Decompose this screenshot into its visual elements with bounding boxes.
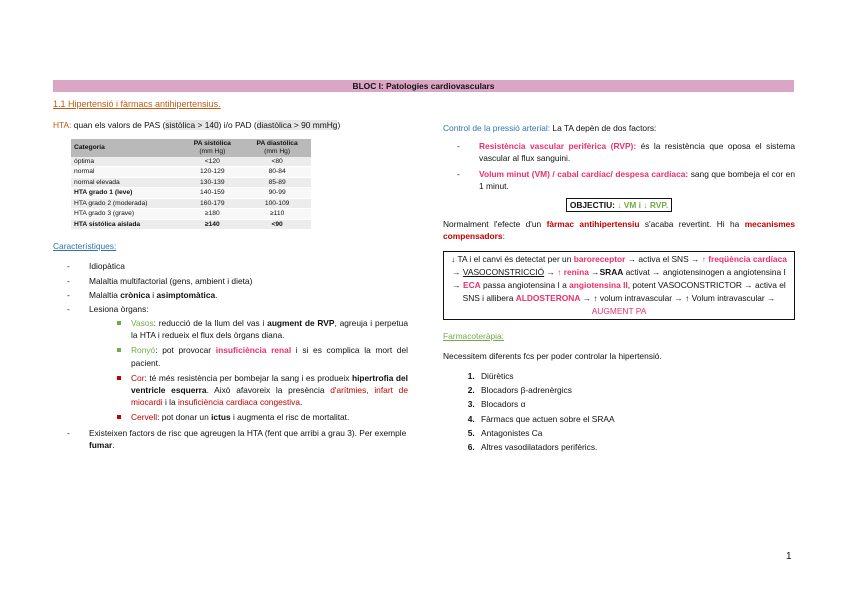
mech-highlight: baroreceptor	[573, 253, 626, 264]
left-column	[53, 98, 408, 453]
mech-text: →	[588, 266, 600, 277]
organ-key: Cervell	[131, 412, 158, 423]
normal-text: Normalment l'efecte d'un	[443, 219, 547, 230]
characteristics-list	[53, 260, 408, 451]
header-category: Categoría	[71, 139, 181, 156]
mech-bold: SRAA	[599, 266, 624, 277]
hta-diastolic: diastòlica > 90 mmHg	[256, 120, 338, 131]
pharmacotherapy-title: Farmacoteràpia:	[443, 330, 504, 341]
normal-text: s'acaba revertint. Hi ha	[639, 219, 745, 230]
normal-key: mecanismes compensadors	[443, 219, 796, 242]
factor-text: sang que bombeja el cor en 1 minut.	[479, 168, 795, 191]
hta-label: HTA:	[53, 120, 72, 131]
organ-bold: hipertrofia del ventricle esquerra	[131, 372, 408, 396]
hta-definition	[53, 119, 408, 131]
mech-underlined: VASOCONSTRICCIÓ	[462, 266, 545, 277]
objective-value: ↓ VM i ↓ RVP.	[617, 199, 669, 210]
organ-key: Cor	[131, 372, 145, 383]
factor-key: Resistència vascular perifèrica (RVP):	[479, 141, 637, 152]
cell-diastolic: 100-109	[243, 198, 311, 209]
mech-text: → ↑ volum intravascular → ↑ Volum intravascular →	[580, 292, 776, 303]
item-bold: fumar	[89, 439, 113, 450]
mech-text: ↓ TA i el canvi és detectat per un	[451, 253, 574, 264]
item-text: .	[112, 439, 115, 450]
table-row	[71, 219, 311, 230]
table-row	[71, 209, 311, 220]
control-label: Control de la pressió arterial:	[443, 123, 551, 133]
organ-text: : té més resistència per bombejar la sang i es produeix	[144, 372, 352, 383]
organ-red: d'arítmies, infart de miocardi	[131, 385, 408, 408]
mech-text: , potent VASOCONSTRICTOR → activa el SNS i allibera	[462, 279, 786, 303]
organ-key: Ronyó	[131, 345, 156, 356]
mech-text: passa angiotensina I a	[480, 279, 570, 290]
cell-category: óptima	[71, 157, 181, 167]
organ-item-cor	[117, 372, 408, 409]
organ-item-rony	[117, 344, 408, 368]
right-column	[443, 122, 795, 455]
objective-box	[566, 198, 672, 212]
table-row	[71, 198, 311, 209]
bloc-banner: BLOC I: Patologies cardiovasculars	[53, 80, 794, 92]
list-item: 2. Blocadors β-adrenèrgics	[477, 384, 795, 396]
mech-highlight: ECA	[462, 279, 481, 290]
mech-text: → activa el SNS →	[625, 253, 702, 264]
organ-text: : pot provocar	[155, 345, 216, 356]
cell-systolic: ≥180	[181, 209, 243, 220]
drug-list	[443, 370, 795, 453]
organ-bold: augment de RVP	[267, 318, 335, 329]
control-paragraph	[443, 122, 795, 134]
normal-text: :	[502, 231, 505, 242]
item-text: i	[149, 289, 157, 300]
bp-classification-table	[71, 139, 311, 230]
section-title: 1.1 Hipertensió i fàrmacs antihipertensius.	[53, 99, 221, 109]
list-item	[67, 260, 408, 272]
compensatory-mechanism-box	[443, 251, 795, 320]
cell-category: normal	[71, 167, 181, 178]
mech-highlight: ALDOSTERONA	[515, 292, 581, 303]
hta-text-1: quan els valors de PAS (	[71, 120, 166, 131]
cell-diastolic: 90-99	[243, 188, 311, 199]
cell-category: HTA grado 3 (grave)	[71, 209, 181, 220]
normal-paragraph	[443, 218, 795, 242]
list-item: 4. Fàrmacs que actuen sobre el SRAA	[477, 413, 795, 425]
cell-category: HTA grado 1 (leve)	[71, 188, 181, 199]
list-item: 3. Blocadors α	[477, 398, 795, 410]
normal-key: fàrmac antihipertensiu	[546, 219, 640, 230]
hta-text-2: ) i/o PAD (	[218, 120, 257, 131]
organ-red: insuficiència cardiaca congestiva	[178, 397, 301, 408]
cell-category: HTA sistólica aislada	[71, 219, 181, 230]
item-text: .	[215, 289, 218, 300]
objective-label: OBJECTIU:	[569, 199, 618, 210]
cell-category: normal elevada	[71, 177, 181, 188]
list-item	[67, 427, 408, 451]
cell-systolic: 160-179	[181, 198, 243, 209]
mech-highlight: angiotensina II	[569, 279, 628, 290]
mech-text: →	[452, 266, 463, 277]
organ-text: .	[300, 397, 303, 408]
list-item	[457, 140, 795, 164]
need-paragraph: Necessitem diferents fcs per poder controlar la hipertensió.	[443, 350, 662, 361]
cell-category: HTA grado 2 (moderada)	[71, 198, 181, 209]
mech-highlight: AUGMENT PA	[591, 305, 647, 316]
item-text: Existeixen factors de risc que agreugen la HTA (fent que arribi a grau 3). Per exemple	[89, 427, 407, 438]
organ-key: Vasos	[131, 318, 154, 329]
table-row	[71, 177, 311, 188]
list-item: 5. Antagonistes Ca	[477, 427, 795, 439]
table-row	[71, 157, 311, 167]
item-bold: asimptomàtica	[156, 289, 216, 300]
mech-highlight: ↑ freqüència cardíaca	[701, 253, 787, 264]
header-diastolic: PA diastólica (mm Hg)	[243, 139, 311, 156]
organ-text: i si es complica la mort del pacient.	[131, 345, 408, 368]
mech-text: →	[544, 266, 558, 277]
table-header-row	[71, 139, 311, 156]
item-text: Idiopàtica	[89, 261, 125, 272]
organ-list	[89, 317, 408, 424]
item-text: Malaltia	[89, 289, 121, 300]
list-item	[67, 289, 408, 301]
factor-key: Volum minut (VM) / cabal cardíac/ despesa cardíaca:	[479, 168, 689, 179]
cell-diastolic: ≥110	[243, 209, 311, 220]
list-item	[67, 303, 408, 424]
cell-diastolic: <90	[243, 219, 311, 230]
hta-text-3: )	[337, 120, 341, 131]
list-item	[67, 275, 408, 287]
cell-systolic: ≥140	[181, 219, 243, 230]
list-item: 6. Altres vasodilatadors perifèrics.	[477, 441, 795, 453]
item-bold: crònica	[120, 289, 150, 300]
cell-diastolic: 85-89	[243, 177, 311, 188]
table-row	[71, 188, 311, 199]
cell-systolic: 120-129	[181, 167, 243, 178]
organ-bold: ictus	[211, 412, 231, 423]
organ-text: : reducció de la llum del vas i	[153, 318, 268, 329]
cell-systolic: 140-159	[181, 188, 243, 199]
table-row	[71, 167, 311, 178]
organ-text: i la	[162, 397, 179, 408]
list-item	[457, 168, 795, 192]
mech-text: activat → angiotensinogen a angiotensina I →	[452, 266, 786, 290]
factor-text: és la resistència que oposa el sistema vascular al flux sanguini.	[479, 141, 795, 164]
list-item: 1. Diürètics	[477, 370, 795, 382]
mech-highlight: ↑ renina	[557, 266, 589, 277]
organ-text: . Això afavoreix la presència	[206, 385, 331, 396]
header-systolic: PA sistólica (mm Hg)	[181, 139, 243, 156]
organ-text: i augmenta el risc de mortalitat.	[230, 412, 350, 423]
item-text: Malaltia multifactorial (gens, ambient i dieta)	[89, 275, 253, 286]
organ-item-cervell	[117, 411, 408, 423]
cell-diastolic: <80	[243, 157, 311, 167]
organ-highlight: insuficiència renal	[215, 345, 292, 356]
organ-text: , agreuja i perpetua la HTA i redueix el flux dels òrgans diana.	[131, 318, 409, 341]
organ-item-vasos	[117, 317, 408, 341]
control-text: La TA depèn de dos factors:	[550, 123, 657, 133]
cell-diastolic: 80-84	[243, 167, 311, 178]
factors-list	[443, 140, 795, 192]
cell-systolic: <120	[181, 157, 243, 167]
cell-systolic: 130-139	[181, 177, 243, 188]
characteristics-title: Característiques:	[53, 241, 117, 252]
hta-systolic: sistòlica > 140	[165, 120, 219, 131]
page-number: 1	[786, 551, 792, 562]
item-text: Lesiona òrgans:	[89, 303, 149, 314]
organ-text: : pot donar un	[157, 412, 212, 423]
